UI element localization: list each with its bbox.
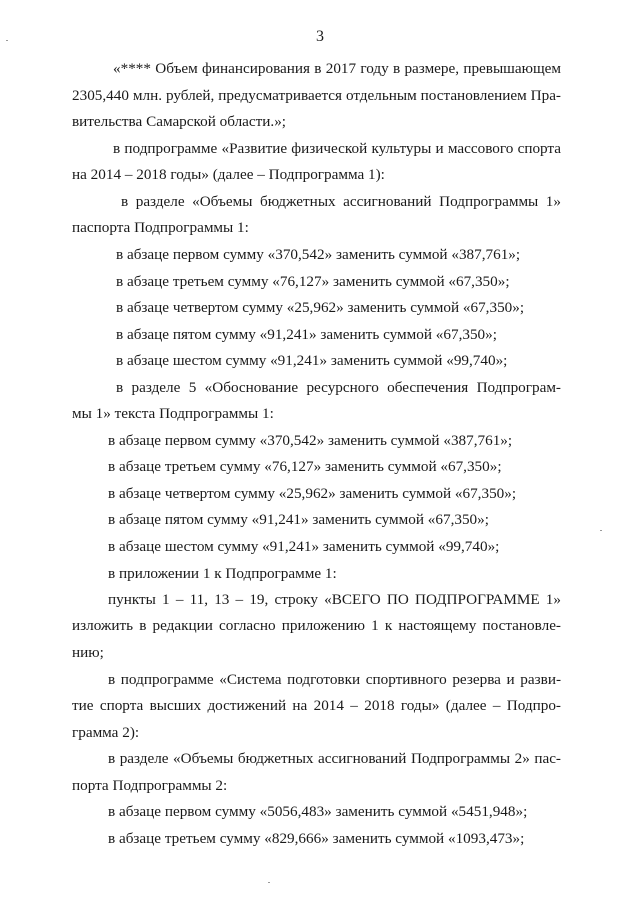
- text-line: мы 1» текста Подпрограммы 1:: [72, 405, 274, 422]
- text-line: в разделе «Объемы бюджетных ассигнований Подпрограммы 1»: [121, 193, 561, 210]
- text-line: в абзаце пятом сумму «91,241» заменить суммой «67,350»;: [108, 511, 489, 528]
- text-line: нию;: [72, 644, 104, 661]
- text-line: в разделе 5 «Обоснование ресурсного обеспечения Подпрограм-: [116, 379, 561, 396]
- text-line: в подпрограмме «Развитие физической культуры и массового спорта: [113, 140, 561, 157]
- text-line: в абзаце третьем сумму «76,127» заменить суммой «67,350»;: [116, 273, 510, 290]
- text-line: в абзаце четвертом сумму «25,962» заменить суммой «67,350»;: [108, 485, 517, 502]
- text-line: паспорта Подпрограммы 1:: [72, 219, 249, 236]
- scan-speck: [6, 40, 8, 41]
- text-line: грамма 2):: [72, 724, 140, 741]
- text-line: в абзаце четвертом сумму «25,962» заменить суммой «67,350»;: [116, 299, 525, 316]
- text-line: в абзаце первом сумму «5056,483» заменить суммой «5451,948»;: [108, 803, 528, 820]
- text-line: вительства Самарской области.»;: [72, 113, 287, 130]
- text-line: на 2014 – 2018 годы» (далее – Подпрограмма 1):: [72, 166, 385, 183]
- text-line: 2305,440 млн. рублей, предусматривается отдельным постановлением Пра-: [72, 87, 561, 104]
- text-line: в абзаце шестом сумму «91,241» заменить суммой «99,740»;: [116, 352, 508, 369]
- scan-speck: [268, 882, 270, 883]
- text-line: в приложении 1 к Подпрограмме 1:: [108, 565, 337, 582]
- text-line: «**** Объем финансирования в 2017 году в размере, превышающем: [113, 60, 561, 77]
- page-number: 3: [316, 28, 324, 45]
- scan-speck: [600, 530, 602, 531]
- text-line: в разделе «Объемы бюджетных ассигнований Подпрограммы 2» пас-: [108, 750, 561, 767]
- text-line: в абзаце шестом сумму «91,241» заменить суммой «99,740»;: [108, 538, 500, 555]
- text-line: изложить в редакции согласно приложению 1 к настоящему постановле-: [72, 617, 561, 634]
- text-line: пункты 1 – 11, 13 – 19, строку «ВСЕГО ПО ПОДПРОГРАММЕ 1»: [108, 591, 561, 608]
- text-line: в абзаце первом сумму «370,542» заменить суммой «387,761»;: [116, 246, 521, 263]
- text-line: в подпрограмме «Система подготовки спортивного резерва и разви-: [108, 671, 561, 688]
- text-line: в абзаце пятом сумму «91,241» заменить суммой «67,350»;: [116, 326, 497, 343]
- text-line: тие спорта высших достижений на 2014 – 2018 годы» (далее – Подпро-: [72, 697, 561, 714]
- text-line: в абзаце первом сумму «370,542» заменить суммой «387,761»;: [108, 432, 513, 449]
- text-line: в абзаце третьем сумму «829,666» заменить суммой «1093,473»;: [108, 830, 525, 847]
- text-line: порта Подпрограммы 2:: [72, 777, 228, 794]
- text-line: в абзаце третьем сумму «76,127» заменить суммой «67,350»;: [108, 458, 502, 475]
